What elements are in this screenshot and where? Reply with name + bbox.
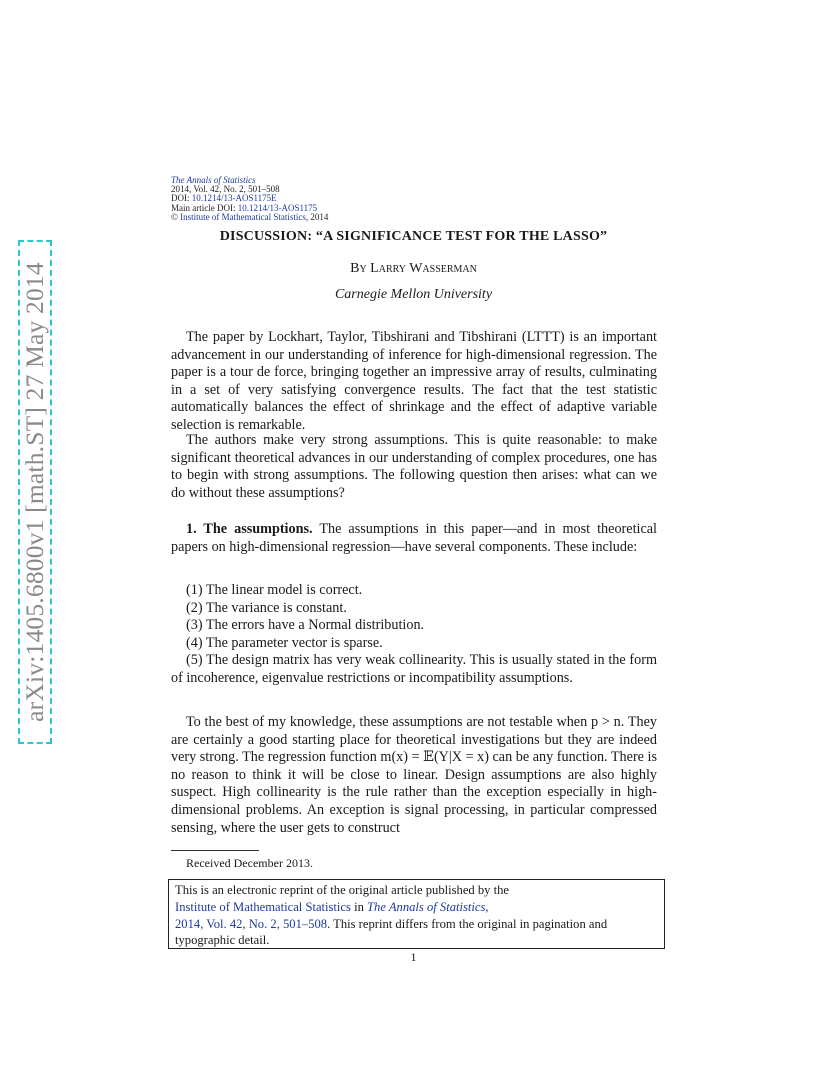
list-item: (1) The linear model is correct.: [186, 582, 363, 598]
list-item: (5) The design matrix has very weak collinearity. This is usually stated in the form of incoherence, eigenvalue restrictions or incompatibility assumptions.: [171, 652, 657, 686]
paragraph-intro: The paper by Lockhart, Taylor, Tibshirani and Tibshirani (LTTT) is an important advancement in our understanding of inference for high-dimensional regression. The paper is a tour de force, bringing together an impressive array of results, culminating in a set of very satisfying convergence results. The fact that the test statistic automatically balances the effect of shrinkage and the effect of adaptive variable selection is remarkable.: [171, 329, 657, 433]
reprint-in: in: [350, 899, 368, 914]
copyright-year: , 2014: [305, 211, 329, 222]
assumptions-list: [171, 582, 657, 688]
journal-name-link[interactable]: The Annals of Statistics: [171, 175, 256, 185]
page-number: 1: [410, 950, 417, 964]
institute-link[interactable]: Institute of Mathematical Statistics: [180, 211, 306, 222]
copyright-line: [171, 213, 328, 222]
paper-author: By Larry Wasserman: [350, 261, 477, 276]
paper-title: DISCUSSION: “A SIGNIFICANCE TEST FOR THE LASSO”: [219, 229, 608, 244]
reprint-comma: ,: [485, 899, 489, 914]
reprint-line-1: This is an electronic reprint of the original article published by the: [175, 883, 509, 897]
reprint-institute-link[interactable]: Institute of Mathematical Statistics: [175, 899, 351, 914]
list-item: (4) The parameter vector is sparse.: [186, 634, 383, 651]
section-1-text: The assumptions in this paper—and in most theoretical papers on high-dimensional regression—have several components. These include:: [171, 521, 657, 555]
reprint-volume-link[interactable]: 2014, Vol. 42, No. 2, 501–508: [175, 916, 328, 931]
list-item: (3) The errors have a Normal distribution.: [186, 617, 425, 634]
section-heading: 1. The assumptions.: [186, 521, 313, 537]
doi-link[interactable]: 10.1214/13-AOS1175E: [191, 193, 277, 204]
paragraph-assumptions-intro: The authors make very strong assumptions. This is quite reasonable: to make significant theoretical advances in our understanding of complex procedures, one has to begin with strong assumptions. The following question then arises: what can we do without these assumptions?: [171, 432, 657, 501]
journal-header: [171, 176, 328, 222]
reprint-journal-link[interactable]: The Annals of Statistics: [367, 899, 486, 914]
journal-volume: 2014, Vol. 42, No. 2, 501–508: [171, 184, 280, 195]
author-affiliation: Carnegie Mellon University: [334, 287, 493, 302]
copyright-icon: ©: [171, 211, 178, 222]
arxiv-stamp-text: arXiv:1405.6800v1 [math.ST] 27 May 2014: [20, 262, 49, 722]
received-date: Received December 2013.: [186, 856, 313, 870]
reprint-rest: . This reprint differs from the original in pagination and typographic detail.: [175, 916, 608, 948]
paragraph-testability: To the best of my knowledge, these assumptions are not testable when p > n. They are certainly a good starting place for theoretical investigations but they are indeed very strong. The regression function m(x) = 𝔼(Y|X = x) can be any function. There is no reason to think it will be close to linear. Design assumptions are also highly suspect. High collinearity is the rule rather than the exception especially in high-dimensional problems. An exception is signal processing, in particular compressed sensing, where the user gets to construct: [171, 714, 657, 836]
footnote-rule: [171, 850, 259, 851]
list-item: (2) The variance is constant.: [186, 599, 347, 616]
reprint-notice-box: [168, 879, 665, 949]
section-1-paragraph: [171, 521, 657, 556]
main-doi-label: Main article DOI:: [171, 202, 238, 213]
doi-label: DOI:: [171, 193, 192, 204]
main-doi-link[interactable]: 10.1214/13-AOS1175: [237, 202, 318, 213]
